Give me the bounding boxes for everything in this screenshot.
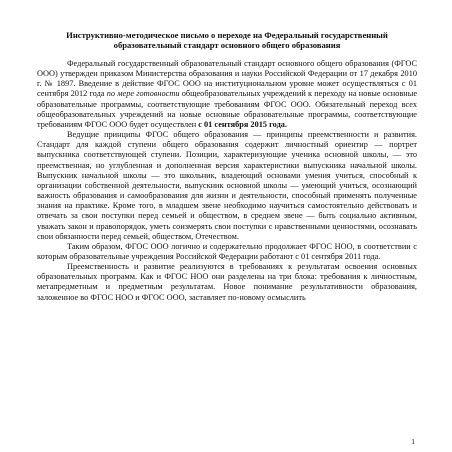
paragraph-text: Ведущие принципы ФГОС общего образования — принципы преемственности и развития. Стандарт для каждой ступени общего образования содержит личностный ориентир — портрет выпускника соответствующей ступени. Позиции, характеризующие ученика основной школы, — это преемственная, но углубленная и дополненная версия характеристики выпускника начальной школы. Выпускник начальной школы — это школьник, владеющий основами умения учиться, способный к организации собственной деятельности, выпускник основной школы — умеющий учиться, осознающий важность образования и самообразования для жизни и деятельности, способный применять полученные знания на практике. Кроме того, в младшем звене необходимо научиться самостоятельно действовать и отвечать за свои поступки перед семьей и обществом, в среднем звене — быть социально активным, уважать закон и правопорядок, уметь соизмерять свои поступки с нравственными ценностями, осознавать свои обязанности перед семьей, обществом, Отечеством. <box>37 130 417 241</box>
document-body <box>37 59 417 303</box>
paragraph-text: Преемственность и развитие реализуются в требованиях к результатам освоения основных образовательных программ. Как и ФГОС НОО они разделены на три блока: требования к личностным, метапредметным и предметным результатам. Новое понимание результативности образования, заложенное во ФГОС НОО и ФГОС ООО, заставляет по-новому осмыслить <box>37 262 417 302</box>
paragraph <box>37 59 417 130</box>
paragraph <box>37 262 417 303</box>
paragraph-text: общеобразовательных учреждений к переходу на новые основные образовательные программы, соответствующие требованиям ФГОС ООО. Обязательный переход всех общеобразовательных учреждений на новые основные образовательные программы, соответствующие требованиям ФГОС ООО будет осуществлен <box>37 89 417 129</box>
paragraph <box>37 242 417 262</box>
paragraph-text: Федеральный государственный образовательный стандарт основного общего образования (ФГОС ООО) утвержден приказом Министерства образования и науки Российской Федерации от 17 декабря 2010 г. № 1897. Введение в действие ФГОС ООО на институциональном уровне может осуществляться с 01 сентября 2012 года <box>37 59 417 99</box>
italic-text: по мере готовности <box>106 89 180 99</box>
paragraph-text: Таким образом, ФГОС ООО логично и содержательно продолжает ФГОС НОО, в соответствии с которым образовательные учреждения Российской Федерации работают с 01 сентября 2011 года. <box>37 241 417 261</box>
paragraph <box>37 130 417 242</box>
page-number: 1 <box>411 437 415 446</box>
document-title: Инструктивно-методическое письмо о переходе на Федеральный государственный образовательный стандарт основного общего образования <box>66 30 388 50</box>
bold-text: с 01 сентября 2015 года. <box>198 119 287 129</box>
